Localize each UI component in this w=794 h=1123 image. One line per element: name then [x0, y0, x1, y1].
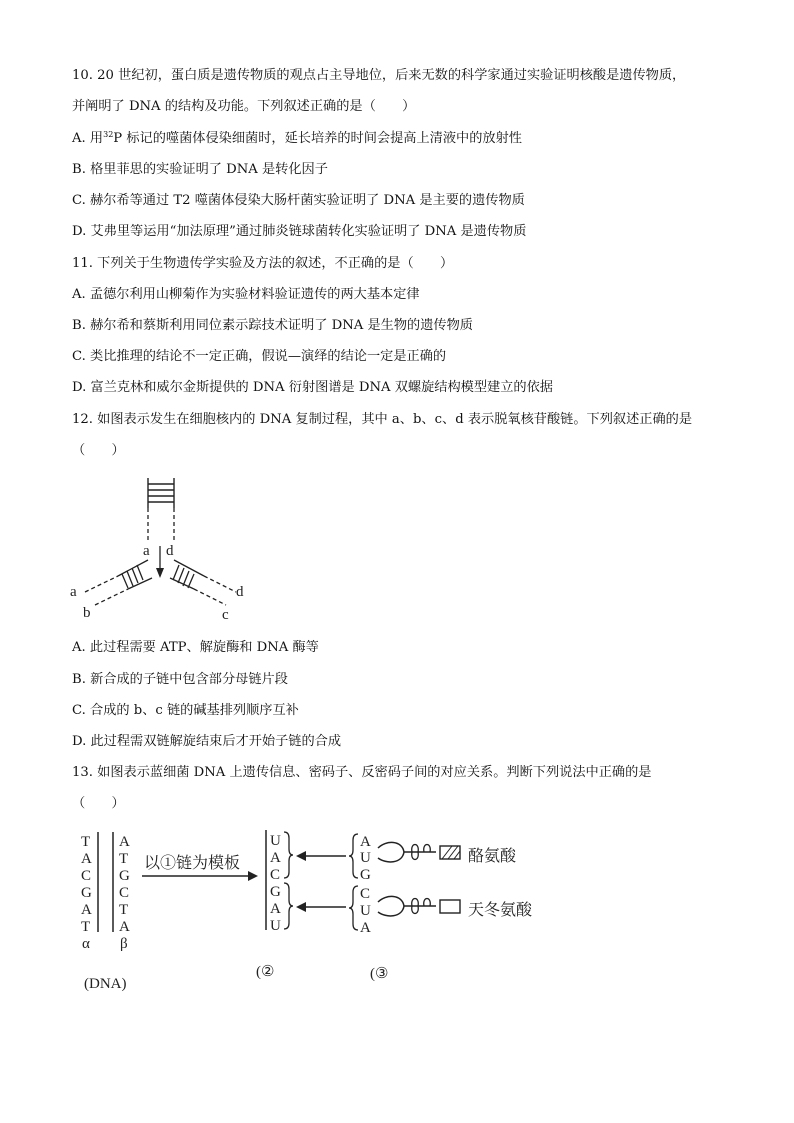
trna-2-base: U: [360, 903, 371, 919]
trna-2: [349, 886, 533, 936]
dna-left-base: C: [81, 868, 92, 884]
dna-right-bases: [119, 834, 130, 952]
mrna-base: A: [270, 850, 281, 866]
parental-ladder: [148, 478, 174, 508]
trna-1-body: [378, 842, 404, 862]
anticodon-arrows: [306, 856, 346, 907]
fig12-label-c-right: c: [222, 607, 229, 623]
dna-left-base: T: [81, 919, 91, 935]
fig12-label-a-left: a: [70, 584, 77, 600]
dna-left-strand-label: α: [82, 936, 90, 952]
trna-1: [349, 834, 517, 883]
q13-stem-line2: （ ）: [72, 796, 125, 811]
dna-right-base: A: [119, 919, 130, 935]
mrna-base: U: [270, 918, 281, 934]
trna-2-base: C: [360, 886, 371, 902]
trna-2-body: [378, 896, 404, 916]
left-fork-branch: [85, 560, 152, 605]
dna-right-strand-label: β: [120, 936, 128, 952]
trna-1-base: U: [360, 850, 371, 866]
q13-stem-line1: 13. 如图表示蓝细菌 DNA 上遗传信息、密码子、反密码子间的对应关系。判断下列说法中正确的是: [72, 765, 652, 780]
dna-left-base: A: [81, 902, 92, 918]
dna-left-base: A: [81, 851, 92, 867]
mrna-label: (②: [256, 964, 275, 980]
q10-stem-line2: 并阐明了 DNA 的结构及功能。下列叙述正确的是（ ）: [72, 99, 416, 114]
right-fork-branch: [170, 560, 236, 605]
trna-label: (③: [370, 966, 389, 982]
dna-right-base: T: [119, 851, 129, 867]
codon-braces: [284, 832, 293, 929]
parental-dashed-strands: [148, 508, 174, 542]
q12-option-c: C. 合成的 b、c 链的碱基排列顺序互补: [72, 703, 299, 718]
q10-stem-line1: 10. 20 世纪初，蛋白质是遗传物质的观点占主导地位，后来无数的科学家通过实验证明核酸是遗传物质，: [72, 68, 686, 83]
replication-direction-arrow: [156, 546, 164, 578]
q10-option-a-superscript: 32: [103, 130, 114, 139]
dna-left-base: T: [81, 834, 91, 850]
q12-option-b: B. 新合成的子链中包含部分母链片段: [72, 672, 288, 687]
q12-stem-line1: 12. 如图表示发生在细胞核内的 DNA 复制过程，其中 a、b、c、d 表示脱氧核苷酸链。下列叙述正确的是: [72, 412, 693, 427]
dna-right-base: A: [119, 834, 130, 850]
trna-2-brace: [349, 886, 358, 930]
trna-1-base: A: [360, 834, 371, 850]
mrna-base: G: [270, 884, 281, 900]
q10-option-d: D. 艾弗里等运用“加法原理”通过肺炎链球菌转化实验证明了 DNA 是遗传物质: [72, 224, 527, 239]
amino-acid-1: 酪氨酸: [468, 848, 517, 865]
q11-option-c: C. 类比推理的结论不一定正确，假说—演绎的结论一定是正确的: [72, 349, 447, 364]
q12-option-d: D. 此过程需双链解旋结束后才开始子链的合成: [72, 734, 342, 749]
trna-2-base: A: [360, 920, 371, 936]
mrna-base: U: [270, 833, 281, 849]
fig12-label-b-left: b: [83, 605, 91, 621]
mrna-bases: [270, 833, 281, 934]
template-arrow: [142, 871, 258, 881]
q11-stem: 11. 下列关于生物遗传学实验及方法的叙述，不正确的是（ ）: [72, 256, 454, 271]
q10-option-b: B. 格里菲思的实验证明了 DNA 是转化因子: [72, 162, 328, 177]
anticodon-arrow-head: [296, 902, 306, 912]
mrna-base: C: [270, 867, 281, 883]
q11-option-b: B. 赫尔希和蔡斯利用同位素示踪技术证明了 DNA 是生物的遗传物质: [72, 318, 473, 333]
dna-right-base: T: [119, 902, 129, 918]
q10-option-a-prefix: A. 用: [72, 131, 104, 146]
dna-left-base: G: [81, 885, 92, 901]
q10-option-c: C. 赫尔希等通过 T2 噬菌体侵染大肠杆菌实验证明了 DNA 是主要的遗传物质: [72, 193, 525, 208]
tyrosine-block-icon: [440, 846, 460, 859]
dna-left-bases: [81, 834, 92, 952]
anticodon-arrow-head: [296, 851, 306, 861]
fig12-label-d-top: d: [166, 543, 174, 559]
amino-acid-2: 天冬氨酸: [468, 902, 533, 919]
trna-1-base: G: [360, 867, 371, 883]
q12-stem-line2: （ ）: [72, 443, 125, 458]
dna-right-base: G: [119, 868, 130, 884]
aspartate-block-icon: [440, 900, 460, 913]
q11-option-d: D. 富兰克林和威尔金斯提供的 DNA 衍射图谱是 DNA 双螺旋结构模型建立的依据: [72, 380, 553, 395]
fig12-label-d-right: d: [236, 584, 244, 600]
template-arrow-text: 以①链为模板: [144, 855, 241, 872]
q11-option-a: A. 孟德尔利用山柳菊作为实验材料验证遗传的两大基本定律: [72, 287, 420, 302]
mrna-base: A: [270, 901, 281, 917]
q10-option-a-text: P 标记的噬菌体侵染细菌时，延长培养的时间会提高上清液中的放射性: [113, 131, 522, 146]
q12-option-a: A. 此过程需要 ATP、解旋酶和 DNA 酶等: [72, 640, 319, 655]
dna-strand-lines: [98, 832, 113, 932]
dna-right-base: C: [119, 885, 130, 901]
q10-option-a: [72, 130, 522, 149]
dna-label: (DNA): [84, 976, 127, 992]
fig12-label-a-top: a: [143, 543, 150, 559]
trna-1-brace: [349, 834, 358, 878]
